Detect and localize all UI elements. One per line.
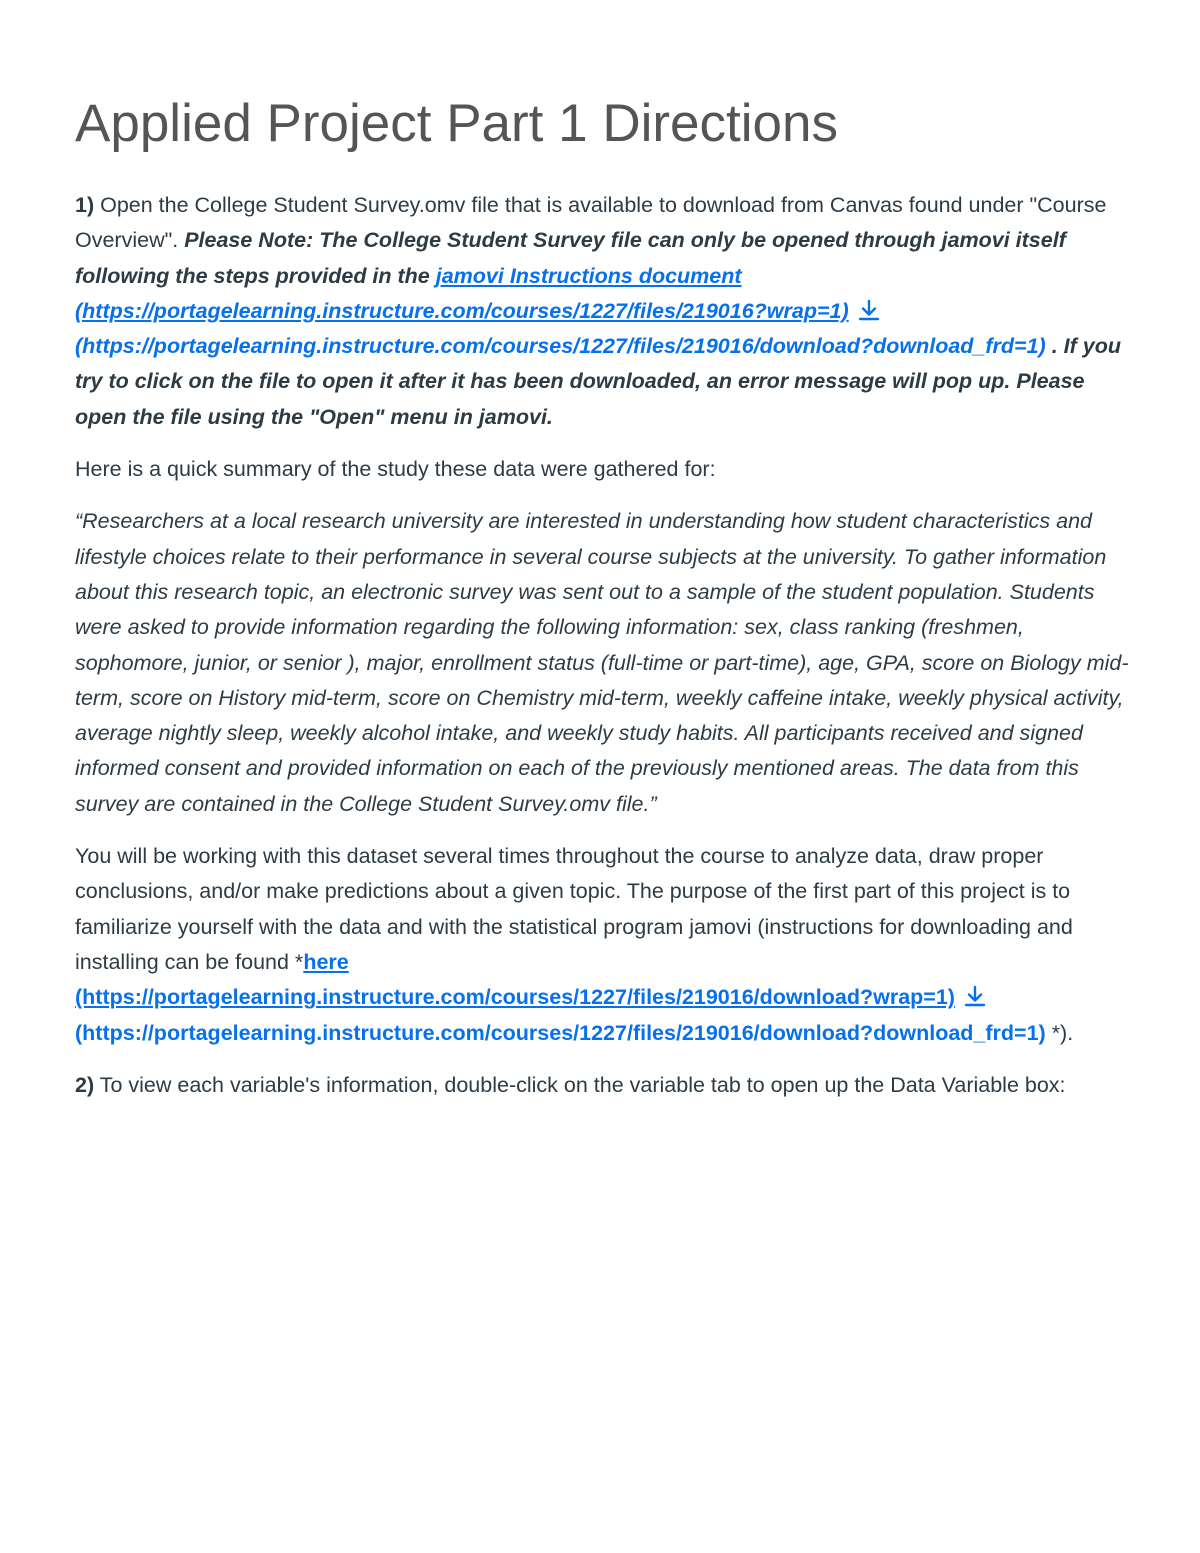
purpose-tail: *). (1045, 1020, 1074, 1045)
step-1-text: Open the College Student Survey.omv file that is available to download from Canvas found under "Course Overview". (75, 193, 1107, 253)
step-2-text: To view each variable's information, double-click on the variable tab to open up the Data Variable box: (94, 1072, 1066, 1097)
download-icon[interactable] (857, 297, 881, 319)
step-1-note (75, 228, 1121, 428)
step-2-number: 2) (75, 1072, 95, 1097)
purpose-text: You will be working with this dataset several times throughout the course to analyze data, draw proper conclusions, and/or make predictions about a given topic. The purpose of the first part of this project is to familiarize yourself with the data and with the statistical program jamovi (instructions for downloading and installing can be found * (75, 844, 1073, 974)
download-icon[interactable] (963, 983, 987, 1005)
purpose-paragraph (75, 839, 1135, 1051)
page-title: Applied Project Part 1 Directions (75, 94, 838, 153)
here-link[interactable]: here (303, 949, 349, 974)
step-1-paragraph (75, 188, 1135, 435)
study-summary-quote: “Researchers at a local research university are interested in understanding how student characteristics and lifestyle choices relate to their performance in several course subjects at the university. To gather information about this research topic, an electronic survey was sent out to a sample of the student population. Students were asked to provide information regarding the following information: sex, class ranking (freshmen, sophomore, junior, or senior ), major, enrollment status (full-time or part-time), age, GPA, score on Biology mid-term, score on History mid-term, score on Chemistry mid-term, weekly caffeine intake, weekly physical activity, average nightly sleep, weekly alcohol intake, and weekly study habits. All participants received and signed informed consent and provided information on each of the previously mentioned areas. The data from this survey are contained in the College Student Survey.omv file.” (75, 509, 1129, 816)
here-download-link[interactable]: (https://portagelearning.instructure.com/courses/1227/files/219016/download?download_frd=1) (75, 1020, 1046, 1045)
jamovi-instructions-url-link[interactable]: (https://portagelearning.instructure.com/courses/1227/files/219016?wrap=1) (75, 298, 849, 323)
jamovi-instructions-link[interactable]: jamovi Instructions document (435, 263, 742, 288)
step-1-note-start: Please Note: The College Student Survey file can only be opened through jamovi itself following the steps provided in the (75, 228, 1066, 288)
step-2-paragraph (75, 1068, 1135, 1103)
step-1-note-end: . If you try to click on the file to open it after it has been downloaded, an error message will pop up. Please open the file using the "Open" menu in jamovi. (75, 334, 1121, 429)
summary-intro: Here is a quick summary of the study these data were gathered for: (75, 457, 716, 482)
step-1-number: 1) (75, 193, 95, 217)
document-body (75, 188, 1135, 1120)
here-url-link[interactable]: (https://portagelearning.instructure.com/courses/1227/files/219016/download?wrap=1) (75, 985, 955, 1010)
jamovi-instructions-download-link[interactable]: (https://portagelearning.instructure.com/courses/1227/files/219016/download?download_frd=1) (75, 334, 1046, 359)
